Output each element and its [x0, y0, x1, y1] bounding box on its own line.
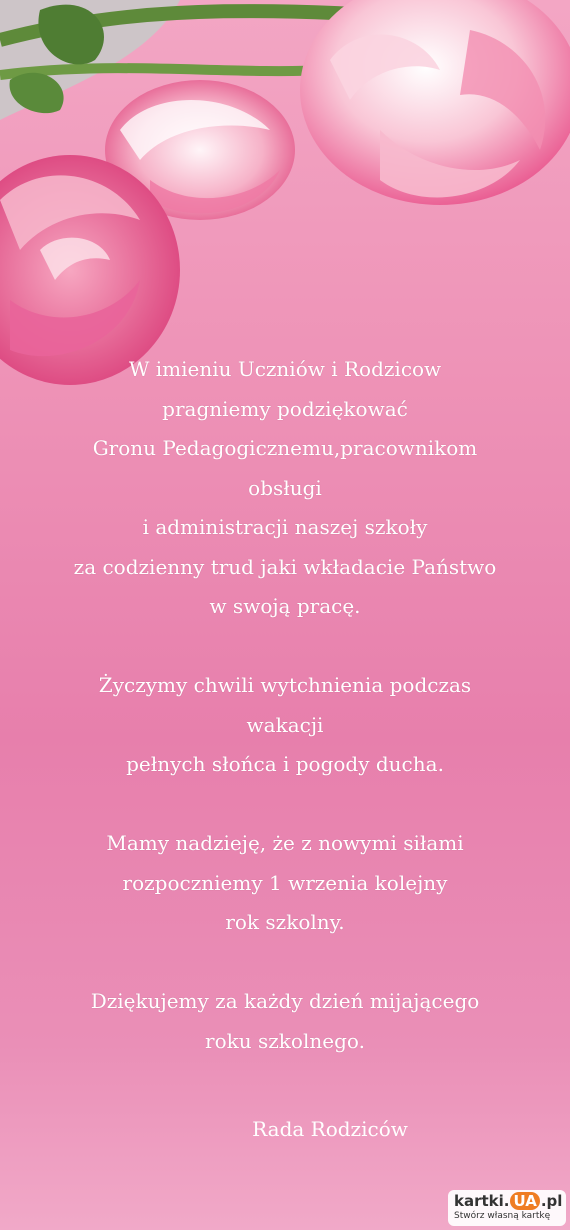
message-line: pełnych słońca i pogody ducha. [126, 752, 444, 776]
message-line: pragniemy podziękować [162, 396, 408, 421]
message-line: W imieniu Uczniów i Rodzicow [128, 357, 442, 381]
message-line: rozpoczniemy 1 wrzenia kolejny [122, 870, 448, 895]
message-line: Mamy nadzieję, że z nowymi siłami [106, 831, 464, 855]
logo-tagline: Stwórz własną kartkę [454, 1211, 551, 1221]
message-line [30, 627, 540, 667]
message-line: i administracji naszej szkoły [142, 515, 428, 539]
logo-suffix: .pl [540, 1192, 563, 1210]
message-line: Gronu Pedagogicznemu,pracownikom [92, 436, 478, 460]
message-line: w swoją pracę. [209, 594, 361, 618]
message-line: Dziękujemy za każdy dzień mijającego [90, 989, 480, 1013]
message-line: rok szkolny. [225, 910, 345, 934]
logo-badge: UA [510, 1192, 539, 1210]
message-line: wakacji [246, 712, 324, 737]
message-line: roku szkolnego. [205, 1028, 365, 1053]
message-line [30, 785, 540, 825]
roses-illustration [0, 0, 570, 400]
kartki-logo-link[interactable] [448, 1190, 566, 1226]
greeting-message [30, 350, 540, 1061]
logo-prefix: kartki. [454, 1192, 510, 1210]
message-line [30, 943, 540, 983]
message-line: za codzienny trud jaki wkładacie Państwo [73, 554, 497, 579]
message-line: Życzymy chwili wytchnienia podczas [98, 673, 472, 697]
message-line: obsługi [248, 475, 322, 500]
signature: Rada Rodziców [252, 1117, 408, 1141]
logo-brand [454, 1192, 562, 1210]
